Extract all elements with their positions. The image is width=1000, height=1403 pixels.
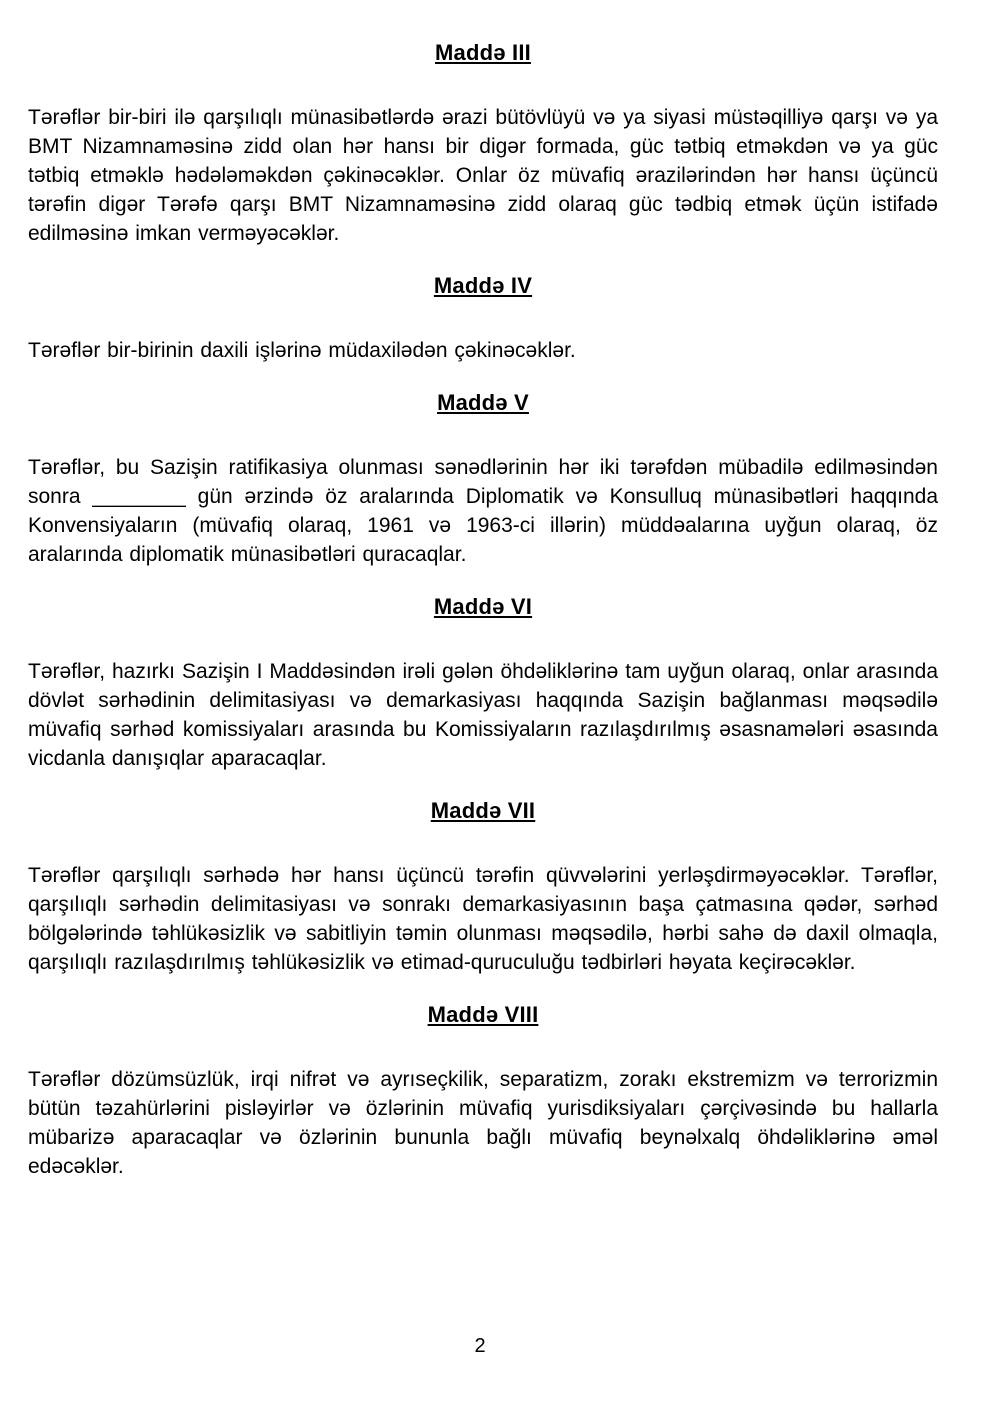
section-madde-vi [28,594,938,773]
section-madde-vii [28,798,938,977]
section-heading-madde-viii: Maddə VIII [427,1002,539,1027]
section-heading-madde-vii: Maddə VII [430,798,536,823]
section-paragraph-madde-iv: Tərəflər bir-birinin daxili işlərinə müdaxilədən çəkinəcəklər. [28,339,576,362]
section-paragraph-madde-v: Tərəflər, bu Sazişin ratifikasiya olunması sənədlərinin hər iki tərəfdən mübadilə edilməsindən sonra ________ gün ərzində öz aralarında Diplomatik və Konsulluq münasibətləri haqqında Konvensiyaların (müvafiq olaraq, 1961 və 1963-ci illərin) müddəalarına uyğun olaraq, öz aralarında diplomatik münasibətləri quracaqlar. [28,456,938,566]
section-paragraph-madde-vi: Tərəflər, hazırkı Sazişin I Maddəsindən irəli gələn öhdəliklərinə tam uyğun olaraq, onlar arasında dövlət sərhədinin delimitasiyası və demarkasiyası haqqında Sazişin bağlanması məqsədilə müvafiq sərhəd komissiyaları arasında bu Komissiyaların razılaşdırılmış əsasnamələri əsasında vicdanla danışıqlar aparacaqlar. [28,660,938,770]
section-paragraph-madde-viii: Tərəflər dözümsüzlük, irqi nifrət və ayrıseçkilik, separatizm, zorakı ekstremizm və terrorizmin bütün təzahürlərini pisləyirlər və özlərinin müvafiq yurisdiksiyaları çərçivəsində bu hallarla mübarizə aparacaqlar və özlərinin bununla bağlı müvafiq beynəlxalq öhdəliklərinə əməl edəcəklər. [28,1068,938,1178]
section-heading-madde-iii: Maddə III [435,40,531,65]
section-heading-madde-v: Maddə V [437,390,529,415]
section-madde-iii [28,40,938,248]
section-paragraph-madde-vii: Tərəflər qarşılıqlı sərhədə hər hansı üçüncü tərəfin qüvvələrini yerləşdirməyəcəklər. Tərəflər, qarşılıqlı sərhədin delimitasiyası və sonrakı demarkasiyasının başa çatmasına qədər, sərhəd bölgələrində təhlükəsizlik və sabitliyin təmin olunması məqsədilə, hərbi sahə də daxil olmaqla, qarşılıqlı razılaşdırılmış təhlükəsizlik və etimad-quruculuğu tədbirləri həyata keçirəcəklər. [28,864,938,974]
section-heading-madde-vi: Maddə VI [433,594,533,619]
section-heading-madde-iv: Maddə IV [433,273,533,298]
section-madde-v [28,390,938,569]
page-number: 2 [474,1335,486,1357]
section-madde-iv [28,273,938,365]
section-madde-viii [28,1002,938,1181]
section-paragraph-madde-iii: Tərəflər bir-biri ilə qarşılıqlı münasibətlərdə ərazi bütövlüyü və ya siyasi müstəqilliyə qarşı və ya BMT Nizamnaməsinə zidd olan hər hansı bir digər formada, güc tətbiq etməkdən və ya güc tətbiq etməklə hədələməkdən çəkinəcəklər. Onlar öz müvafiq ərazilərindən hər hansı üçüncü tərəfin digər Tərəfə qarşı BMT Nizamnaməsinə zidd olaraq güc tədbiq etmək üçün istifadə edilməsinə imkan verməyəcəklər. [28,106,938,245]
